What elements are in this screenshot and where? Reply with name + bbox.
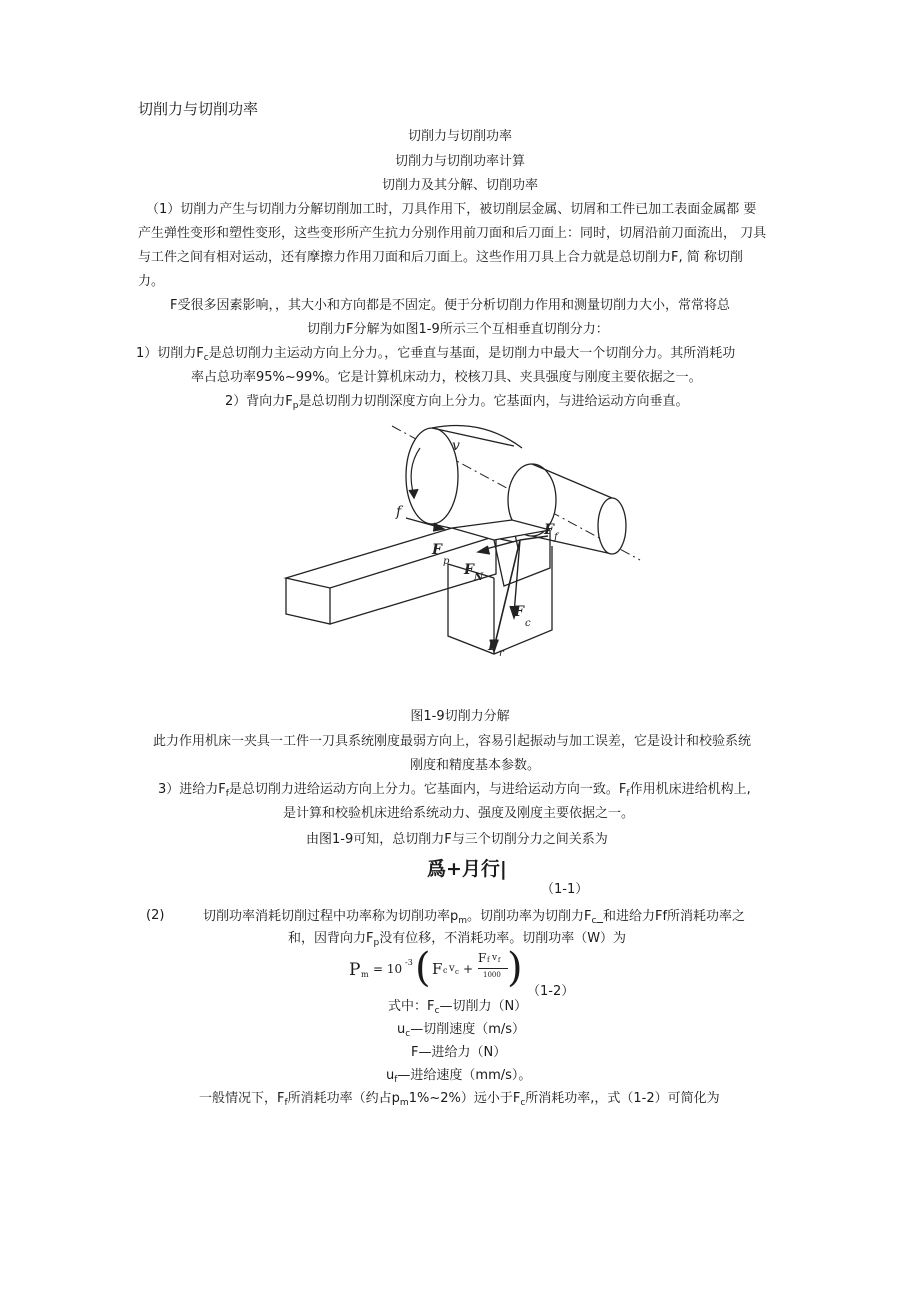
formula-fraction-bar <box>478 968 508 969</box>
last-line: 一般情况下，$F_f$所消耗功率（约占$p_m1\%\sim 2\%$）远小于$F_c$所消耗功率,，式（1-2）可简化为 <box>199 1091 720 1108</box>
item-3-line-2: 是计算和校验机床进给系统动力、强度及刚度主要依据之一。 <box>283 806 635 821</box>
garbled-formula: 爲+月行| <box>427 858 507 880</box>
page-title: 切削力与切削功率 <box>138 100 259 118</box>
paragraph-1-line-1: （1）切削力产生与切削力分解切削加工时，刀具作用下，被切削层金属、切屑和工件已加工表面金属都 要 <box>146 202 757 217</box>
section-2-number: (2) <box>146 908 165 923</box>
formula-p: P <box>349 960 361 980</box>
paragraph-1-line-2: 产生弹性变形和塑性变形，这些变形所产生抗力分别作用前刀面和后刀面上：同时，切屑沿前刀面流出， 刀具 <box>138 226 767 241</box>
where-line-0: 式中：$F_c—$切削力（N） <box>388 999 528 1016</box>
subtitle-1: 切削力与切削功率 <box>407 129 512 144</box>
paragraph-2-line-1: F受很多因素影响，，其大小和方向都是不固定。便于分析切削力作用和测量切削力大小，常常将总 <box>170 298 730 313</box>
formula-v-sub: c <box>455 968 459 976</box>
label-Fc: F <box>514 604 524 620</box>
formula-v: v <box>449 963 455 974</box>
subtitle-3: 切削力及其分解、切削功率 <box>381 178 538 193</box>
subtitle-2: 切削力与切削功率计算 <box>394 154 525 169</box>
label-Ff-sub: f <box>554 532 558 543</box>
power-formula <box>349 946 529 992</box>
equation-number-1-1: （1-1） <box>541 882 589 897</box>
paragraph-2-line-2: 切削力F分解为如图1-9所示三个互相垂直切削分力： <box>307 322 609 337</box>
label-v: v <box>452 438 460 454</box>
relation-text: 由图1-9可知，总切削力F与三个切削分力之间关系为 <box>306 832 608 847</box>
formula-num-v: v <box>492 953 498 963</box>
label-Ff: F <box>544 522 554 538</box>
paragraph-1-line-4: 力。 <box>138 274 165 289</box>
label-Fp-sub: p <box>443 556 450 567</box>
item-1-line-2: 率占总功率95%~99%。它是计算机床动力，校核刀具、夹具强度与刚度主要依据之一。 <box>191 370 702 385</box>
label-Fr-sub: r <box>499 648 504 659</box>
formula-right-paren: ) <box>507 945 523 991</box>
item-1-line-1: 1）切削力$F_c$是总切削力主运动方向上分力。，它垂直与基面，是切削力中最大一个切削分力。其所消耗功 <box>136 346 736 363</box>
item-3-line-1: 3）进给力$F_f$是总切削力进给运动方向上分力。它基面内，与进给运动方向一致。$F_f$作用机床进给机构上, <box>158 782 751 799</box>
formula-plus: + <box>463 962 474 976</box>
formula-left-paren: ( <box>415 945 431 991</box>
paragraph-3-line-1: 此力作用机床一夹具一工件一刀具系统刚度最弱方向上，容易引起振动与加工误差，它是设计和校验系统 <box>153 734 752 749</box>
label-FN: F <box>464 562 474 578</box>
where-line-1: $u_c—$切削速度（m/s） <box>397 1022 526 1039</box>
figure-caption: 图1-9切削力分解 <box>410 709 510 724</box>
equation-number-1-2: （1-2） <box>527 984 575 999</box>
label-Fp: F <box>432 542 442 558</box>
paragraph-1-line-3: 与工件之间有相对运动，还有摩擦力作用刀面和后刀面上。这些作用刀具上合力就是总切削力F, 简 称切削 <box>138 250 743 265</box>
paragraph-4-line-2: 和，因背向力$F_p$没有位移，不消耗功率。切削功率（W）为 <box>288 931 627 948</box>
formula-num-v-sub: f <box>498 957 501 964</box>
label-f: f <box>396 504 402 520</box>
formula-num-f: F <box>478 951 487 965</box>
formula-den: 1000 <box>483 971 501 979</box>
where-line-2: F—进给力（N） <box>411 1045 507 1060</box>
label-Fr: F <box>488 638 498 654</box>
cutting-force-figure <box>282 418 642 666</box>
formula-num-f-sub: f <box>487 956 490 964</box>
formula-fc-sub: c <box>443 966 448 975</box>
paragraph-3-line-2: 刚度和精度基本参数。 <box>410 758 541 773</box>
paragraph-4-line-1: 切削功率消耗切削过程中功率称为切削功率$p_m$。切削功率为切削力$F_c\_$和进给力Ff所消耗功率之 <box>203 909 746 926</box>
label-FN-sub: N <box>474 572 484 583</box>
formula-exp: -3 <box>405 958 413 967</box>
label-Fc-sub: c <box>525 618 531 629</box>
formula-eq: = 10 <box>373 962 403 976</box>
item-2: 2）背向力$F_p$是总切削力切削深度方向上分力。它基面内，与进给运动方向垂直。 <box>225 394 689 411</box>
where-line-3: $u_f—$进给速度（mm/s）。 <box>386 1068 532 1085</box>
formula-fc: F <box>432 960 443 978</box>
formula-p-sub: m <box>361 970 369 979</box>
